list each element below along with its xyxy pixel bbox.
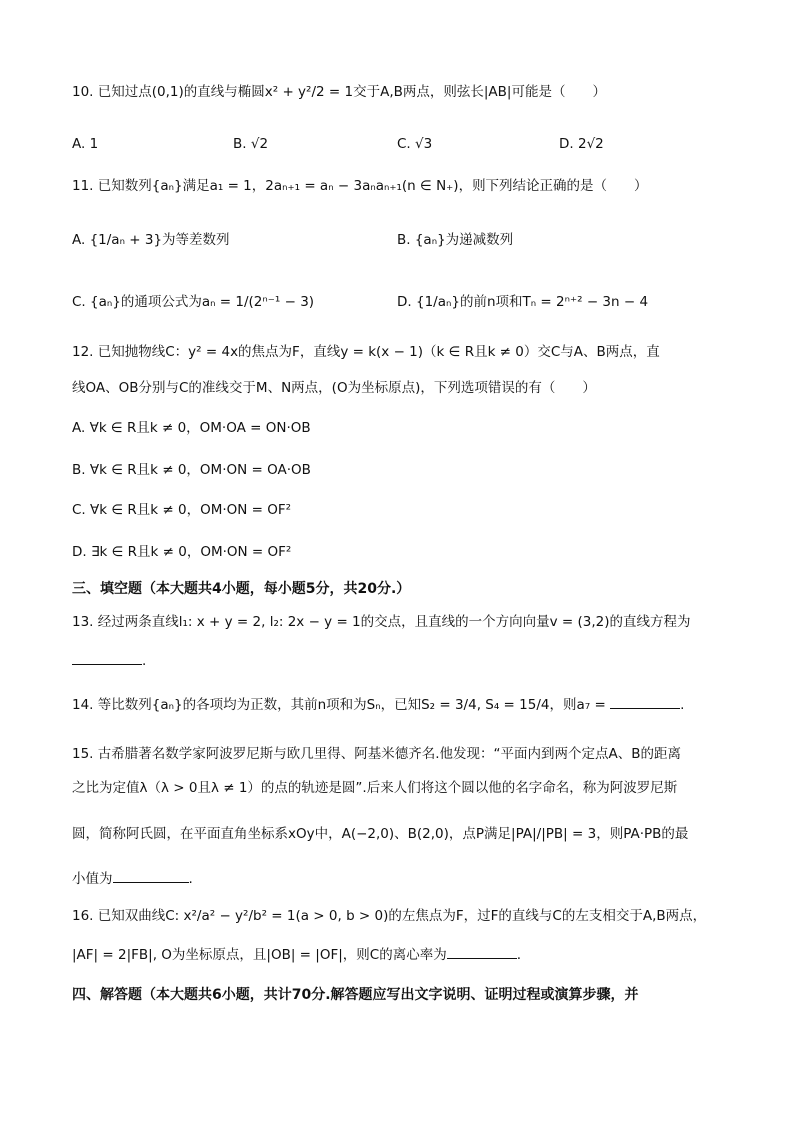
q14-row	[72, 694, 794, 715]
q12-option-c: C. ∀k ∈ R且k ≠ 0，OM·ON = OF²	[72, 502, 292, 518]
q16-line1: 16. 已知双曲线C: x²/a² − y²/b² = 1(a > 0, b > 0)的左焦点为F，过F的直线与C的左支相交于A,B两点，	[72, 908, 707, 924]
q16-line2: |AF| = 2|FB|, O为坐标原点，且|OB| = |OF|，则C的离心率为	[72, 947, 447, 963]
q13-line1: 13. 经过两条直线l₁: x + y = 2, l₂: 2x − y = 1的交点，且直线的一个方向向量v = (3,2)的直线方程为	[72, 614, 691, 630]
q11-option-d: D. {1/aₙ}的前n项和Tₙ = 2ⁿ⁺² − 3n − 4	[397, 294, 649, 310]
q15-line1: 15. 古希腊著名数学家阿波罗尼斯与欧几里得、阿基米德齐名.他发现：“平面内到两个定点A、B的距离	[72, 746, 682, 762]
q10-option-c: C. √3	[397, 136, 433, 152]
q13-answer-row	[72, 650, 794, 671]
q15-line4: 小值为	[72, 871, 113, 887]
q14-answer-blank[interactable]	[610, 694, 680, 709]
q15-line3: 圆，简称阿氏圆，在平面直角坐标系xOy中，A(−2,0)、B(2,0)，点P满足|PA|/|PB| = 3，则PA·PB的最	[72, 826, 689, 842]
q10-option-d: D. 2√2	[559, 136, 604, 152]
q15-row4	[72, 868, 794, 889]
q16-tail: .	[516, 947, 522, 963]
q11-option-a: A. {1/aₙ + 3}为等差数列	[72, 232, 230, 248]
q11-option-c: C. {aₙ}的通项公式为aₙ = 1/(2ⁿ⁻¹ − 3)	[72, 294, 315, 310]
q16-answer-blank[interactable]	[447, 944, 517, 959]
q11-stem: 11. 已知数列{aₙ}满足a₁ = 1，2aₙ₊₁ = aₙ − 3aₙaₙ₊₁(n ∈ N₊)，则下列结论正确的是（ ）	[72, 178, 648, 194]
section-4-heading: 四、解答题（本大题共6小题，共计70分.解答题应写出文字说明、证明过程或演算步骤，并	[72, 987, 639, 1003]
q15-answer-blank[interactable]	[113, 868, 189, 883]
q13-answer-blank[interactable]	[72, 650, 142, 665]
q12-stem-line2: 线OA、OB分别与C的准线交于M、N两点，(O为坐标原点)，下列选项错误的有（ ）	[72, 380, 596, 396]
q14-tail: .	[680, 697, 685, 713]
q11-option-b: B. {aₙ}为递减数列	[397, 232, 514, 248]
section-3-heading: 三、填空题（本大题共4小题，每小题5分，共20分.）	[72, 581, 411, 597]
q10-option-a: A. 1	[72, 136, 99, 152]
q16-row2	[72, 944, 794, 965]
q10-option-b: B. √2	[233, 136, 269, 152]
q12-option-b: B. ∀k ∈ R且k ≠ 0，OM·ON = OA·OB	[72, 462, 311, 478]
q14-line1: 14. 等比数列{aₙ}的各项均为正数，其前n项和为Sₙ，已知S₂ = 3/4, S₄ = 15/4，则a₇ =	[72, 697, 606, 713]
q10-stem: 10. 已知过点(0,1)的直线与椭圆x² + y²/2 = 1交于A,B两点，则弦长|AB|可能是（ ）	[72, 84, 606, 100]
q12-option-a: A. ∀k ∈ R且k ≠ 0，OM·OA = ON·OB	[72, 420, 311, 436]
q12-stem-line1: 12. 已知抛物线C：y² = 4x的焦点为F，直线y = k(x − 1)（k ∈ R且k ≠ 0）交C与A、B两点，直	[72, 344, 660, 360]
q15-tail: .	[188, 871, 193, 887]
q13-tail: .	[142, 653, 147, 669]
q15-line2: 之比为定值λ（λ > 0且λ ≠ 1）的点的轨迹是圆”.后来人们将这个圆以他的名字命名，称为阿波罗尼斯	[72, 780, 678, 796]
q12-option-d: D. ∃k ∈ R且k ≠ 0，OM·ON = OF²	[72, 544, 292, 560]
